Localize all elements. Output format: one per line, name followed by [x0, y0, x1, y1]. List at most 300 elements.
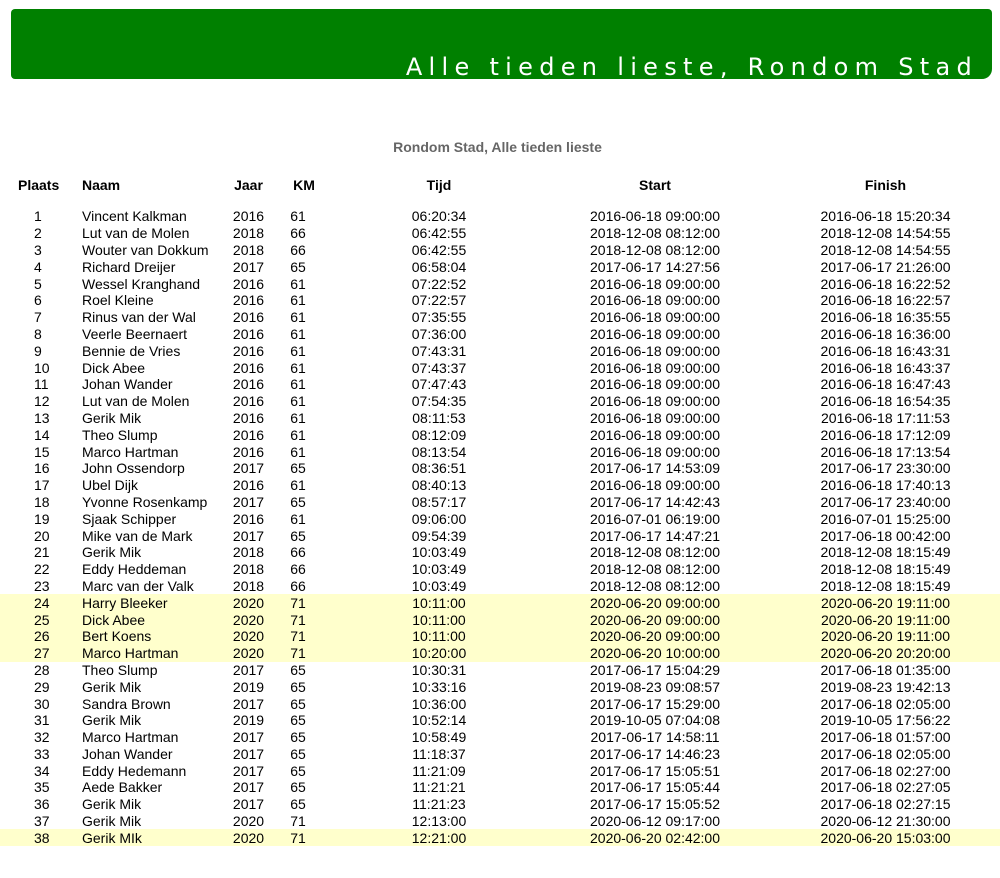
results-table	[0, 175, 1000, 846]
cell-km: 71	[269, 611, 339, 628]
cell-tijd: 10:52:14	[411, 712, 467, 729]
table-row	[0, 544, 1000, 561]
cell-plaats: 35	[34, 779, 50, 796]
cell-km: 61	[290, 409, 306, 426]
cell-km: 61	[290, 443, 306, 460]
cell-plaats: 32	[34, 729, 50, 746]
cell-plaats: 11	[34, 376, 49, 393]
cell-tijd: 10:36:00	[411, 695, 467, 712]
cell-finish: 2016-06-18 16:47:43	[820, 376, 951, 393]
cell-naam: Veerle Beernaert	[82, 325, 188, 342]
header-spacer	[0, 194, 1000, 208]
cell-naam: Sjaak Schipper	[82, 510, 177, 527]
cell-km: 61	[290, 342, 306, 359]
cell-finish: 2019-10-05 17:56:22	[820, 712, 951, 729]
cell-finish: 2020-06-20 19:11:00	[771, 628, 1000, 645]
cell-start: 2017-06-17 15:05:44	[590, 779, 720, 796]
cell-start: 2016-06-18 09:00:00	[590, 292, 720, 309]
cell-naam: Harry Bleeker	[80, 594, 228, 611]
cell-naam: Johan Wander	[82, 745, 173, 762]
cell-start: 2019-08-23 09:08:57	[590, 678, 720, 695]
cell-finish: 2016-06-18 17:11:53	[821, 409, 950, 426]
table-row	[0, 208, 1000, 225]
cell-jaar: 2016	[232, 342, 265, 359]
cell-finish: 2018-12-08 18:15:49	[820, 561, 951, 578]
cell-jaar: 2016	[232, 510, 265, 527]
cell-tijd: 12:13:00	[411, 813, 467, 830]
cell-jaar: 2017	[232, 729, 265, 746]
table-row	[0, 729, 1000, 746]
cell-naam: Bert Koens	[80, 628, 228, 645]
cell-km: 61	[290, 325, 306, 342]
cell-plaats: 9	[34, 342, 42, 359]
cell-jaar: 2020	[228, 628, 269, 645]
cell-finish: 2017-06-18 01:35:00	[820, 661, 951, 678]
table-row	[0, 813, 1000, 830]
cell-finish: 2017-06-18 02:27:05	[820, 779, 951, 796]
cell-start: 2017-06-17 14:27:56	[590, 258, 720, 275]
cell-tijd: 07:54:35	[411, 393, 467, 410]
cell-tijd: 10:11:00	[339, 594, 539, 611]
cell-jaar: 2017	[232, 695, 265, 712]
cell-finish: 2020-06-20 19:11:00	[771, 594, 1000, 611]
header-banner	[11, 9, 992, 79]
cell-naam: Gerik Mik	[82, 796, 142, 813]
cell-km: 66	[290, 577, 306, 594]
cell-km: 65	[290, 762, 306, 779]
table-header-row	[0, 175, 1000, 194]
cell-jaar: 2016	[232, 409, 265, 426]
cell-jaar: 2017	[232, 762, 265, 779]
cell-tijd: 06:20:34	[411, 208, 467, 225]
cell-naam: Gerik Mik	[82, 544, 142, 561]
cell-plaats: 4	[34, 258, 42, 275]
table-row	[0, 376, 1000, 393]
cell-km: 65	[290, 678, 306, 695]
table-row	[0, 712, 1000, 729]
cell-tijd: 08:11:53	[412, 409, 466, 426]
cell-jaar: 2017	[232, 745, 265, 762]
cell-plaats: 13	[34, 409, 50, 426]
cell-finish: 2016-06-18 17:12:09	[820, 426, 951, 443]
cell-tijd: 10:11:00	[339, 611, 539, 628]
cell-naam: Gerik Mik	[82, 712, 142, 729]
cell-km: 66	[290, 225, 306, 242]
cell-tijd: 07:36:00	[411, 325, 467, 342]
table-row	[0, 309, 1000, 326]
cell-plaats: 17	[34, 477, 50, 494]
table-row	[0, 326, 1000, 343]
cell-plaats: 12	[34, 393, 50, 410]
table-row	[0, 678, 1000, 695]
cell-plaats: 25	[0, 611, 80, 628]
cell-km: 61	[290, 292, 306, 309]
cell-finish: 2016-06-18 17:40:13	[820, 477, 951, 494]
cell-start: 2016-06-18 09:00:00	[590, 443, 720, 460]
cell-start: 2020-06-20 10:00:00	[539, 645, 771, 662]
cell-start: 2016-06-18 09:00:00	[590, 393, 720, 410]
cell-plaats: 24	[0, 594, 80, 611]
cell-tijd: 07:22:57	[411, 292, 467, 309]
cell-plaats: 2	[34, 225, 42, 242]
cell-start: 2016-06-18 09:00:00	[590, 409, 720, 426]
cell-km: 61	[290, 426, 306, 443]
cell-plaats: 23	[34, 577, 50, 594]
table-row	[0, 342, 1000, 359]
cell-tijd: 09:54:39	[411, 527, 467, 544]
cell-finish: 2016-06-18 15:20:34	[820, 208, 951, 225]
table-row	[0, 796, 1000, 813]
cell-start: 2017-06-17 14:42:43	[590, 493, 720, 510]
cell-jaar: 2016	[232, 292, 265, 309]
cell-tijd: 10:11:00	[339, 628, 539, 645]
cell-finish: 2017-06-18 02:05:00	[820, 695, 951, 712]
table-row	[0, 292, 1000, 309]
cell-km: 61	[290, 376, 306, 393]
table-row	[0, 746, 1000, 763]
cell-finish: 2017-06-18 02:27:00	[820, 762, 951, 779]
table-row	[0, 578, 1000, 595]
cell-finish: 2016-06-18 16:43:31	[820, 342, 951, 359]
cell-naam: Lut van de Molen	[82, 393, 190, 410]
cell-tijd: 11:21:21	[412, 779, 466, 796]
cell-tijd: 10:03:49	[411, 544, 467, 561]
cell-start: 2017-06-17 15:04:29	[590, 661, 720, 678]
cell-plaats: 30	[34, 695, 50, 712]
cell-start: 2019-10-05 07:04:08	[590, 712, 720, 729]
cell-tijd: 07:47:43	[411, 376, 467, 393]
cell-naam: Rinus van der Wal	[82, 309, 196, 326]
cell-jaar: 2017	[232, 779, 265, 796]
cell-plaats: 19	[34, 510, 50, 527]
cell-naam: Wessel Kranghand	[82, 275, 201, 292]
column-header-tijd: Tijd	[426, 176, 452, 193]
table-row	[0, 410, 1000, 427]
cell-tijd: 11:21:09	[412, 762, 466, 779]
cell-finish: 2020-06-20 19:11:00	[771, 611, 1000, 628]
cell-tijd: 08:13:54	[411, 443, 467, 460]
cell-plaats: 15	[34, 443, 50, 460]
cell-finish: 2019-08-23 19:42:13	[820, 678, 951, 695]
cell-jaar: 2020	[228, 829, 269, 846]
cell-km: 71	[269, 594, 339, 611]
cell-finish: 2020-06-12 21:30:00	[820, 813, 951, 830]
table-row	[0, 611, 1000, 628]
cell-start: 2017-06-17 14:58:11	[590, 729, 720, 746]
cell-finish: 2016-06-18 16:54:35	[820, 393, 951, 410]
cell-jaar: 2016	[232, 359, 265, 376]
cell-start: 2020-06-20 02:42:00	[539, 829, 771, 846]
cell-naam: Eddy Heddeman	[82, 561, 187, 578]
cell-jaar: 2017	[232, 258, 265, 275]
cell-start: 2018-12-08 08:12:00	[590, 577, 720, 594]
cell-km: 65	[290, 779, 306, 796]
cell-finish: 2017-06-17 23:40:00	[820, 493, 951, 510]
cell-jaar: 2018	[232, 561, 265, 578]
cell-naam: Gerik Mik	[82, 813, 142, 830]
cell-finish: 2016-07-01 15:25:00	[820, 510, 951, 527]
cell-km: 66	[290, 544, 306, 561]
cell-tijd: 09:06:00	[411, 510, 467, 527]
cell-start: 2016-06-18 09:00:00	[590, 477, 720, 494]
table-row	[0, 594, 1000, 611]
cell-naam: Ubel Dijk	[82, 477, 139, 494]
table-row	[0, 695, 1000, 712]
cell-km: 65	[290, 527, 306, 544]
cell-jaar: 2016	[232, 208, 265, 225]
cell-plaats: 38	[0, 829, 80, 846]
cell-jaar: 2016	[232, 477, 265, 494]
cell-tijd: 07:43:31	[411, 342, 467, 359]
cell-plaats: 16	[34, 460, 50, 477]
cell-start: 2016-06-18 09:00:00	[590, 325, 720, 342]
cell-start: 2016-06-18 09:00:00	[590, 275, 720, 292]
table-row	[0, 561, 1000, 578]
cell-jaar: 2019	[232, 678, 265, 695]
cell-naam: Yvonne Rosenkamp	[82, 493, 208, 510]
cell-jaar: 2017	[232, 460, 265, 477]
table-row	[0, 225, 1000, 242]
cell-finish: 2020-06-20 15:03:00	[771, 829, 1000, 846]
column-header-finish: Finish	[864, 176, 907, 193]
cell-jaar: 2018	[232, 577, 265, 594]
cell-naam: Dick Abee	[80, 611, 228, 628]
results-table-container	[0, 175, 1000, 846]
cell-km: 61	[290, 393, 306, 410]
cell-start: 2018-12-08 08:12:00	[590, 241, 720, 258]
table-row	[0, 393, 1000, 410]
table-row	[0, 628, 1000, 645]
cell-naam: Marco Hartman	[80, 645, 228, 662]
cell-naam: Dick Abee	[82, 359, 146, 376]
cell-tijd: 10:03:49	[411, 577, 467, 594]
cell-start: 2017-06-17 14:53:09	[590, 460, 720, 477]
cell-jaar: 2016	[232, 309, 265, 326]
cell-plaats: 33	[34, 745, 50, 762]
cell-km: 65	[290, 712, 306, 729]
cell-jaar: 2020	[228, 645, 269, 662]
table-row	[0, 662, 1000, 679]
cell-finish: 2018-12-08 18:15:49	[820, 544, 951, 561]
cell-plaats: 6	[34, 292, 42, 309]
table-row	[0, 443, 1000, 460]
cell-plaats: 37	[34, 813, 50, 830]
cell-km: 66	[290, 241, 306, 258]
cell-km: 65	[290, 493, 306, 510]
table-row	[0, 275, 1000, 292]
cell-jaar: 2018	[232, 241, 265, 258]
cell-plaats: 27	[0, 645, 80, 662]
cell-start: 2016-06-18 09:00:00	[590, 376, 720, 393]
cell-km: 65	[290, 460, 306, 477]
cell-start: 2016-06-18 09:00:00	[590, 342, 720, 359]
cell-finish: 2018-12-08 14:54:55	[820, 241, 951, 258]
cell-plaats: 7	[34, 309, 42, 326]
cell-km: 65	[290, 661, 306, 678]
cell-naam: Aede Bakker	[82, 779, 163, 796]
cell-naam: Theo Slump	[82, 661, 158, 678]
table-row	[0, 510, 1000, 527]
table-row	[0, 477, 1000, 494]
cell-jaar: 2020	[228, 594, 269, 611]
cell-plaats: 26	[0, 628, 80, 645]
cell-jaar: 2017	[232, 661, 265, 678]
cell-start: 2016-06-18 09:00:00	[590, 359, 720, 376]
cell-plaats: 36	[34, 796, 50, 813]
table-row	[0, 527, 1000, 544]
cell-plaats: 21	[34, 544, 50, 561]
cell-km: 61	[290, 477, 306, 494]
cell-naam: John Ossendorp	[82, 460, 185, 477]
cell-jaar: 2018	[232, 544, 265, 561]
cell-finish: 2017-06-17 21:26:00	[820, 258, 951, 275]
table-row	[0, 426, 1000, 443]
cell-plaats: 20	[34, 527, 50, 544]
cell-km: 61	[290, 309, 306, 326]
table-caption: Rondom Stad, Alle tieden lieste	[393, 139, 602, 155]
cell-tijd: 10:20:00	[339, 645, 539, 662]
cell-tijd: 10:30:31	[411, 661, 467, 678]
cell-finish: 2018-12-08 14:54:55	[820, 225, 951, 242]
cell-start: 2016-06-18 09:00:00	[590, 208, 720, 225]
cell-km: 71	[269, 628, 339, 645]
cell-jaar: 2017	[232, 796, 265, 813]
cell-finish: 2016-06-18 16:22:57	[820, 292, 951, 309]
cell-tijd: 08:12:09	[411, 426, 467, 443]
cell-tijd: 10:58:49	[411, 729, 467, 746]
cell-plaats: 18	[34, 493, 50, 510]
cell-tijd: 11:21:23	[412, 796, 466, 813]
cell-km: 71	[269, 645, 339, 662]
table-row	[0, 762, 1000, 779]
cell-finish: 2016-06-18 16:22:52	[820, 275, 951, 292]
cell-jaar: 2019	[232, 712, 265, 729]
cell-tijd: 07:35:55	[411, 309, 467, 326]
cell-plaats: 3	[34, 241, 42, 258]
cell-start: 2017-06-17 15:29:00	[590, 695, 720, 712]
cell-finish: 2017-06-18 00:42:00	[820, 527, 951, 544]
cell-tijd: 10:33:16	[411, 678, 467, 695]
cell-naam: Eddy Hedemann	[82, 762, 187, 779]
cell-plaats: 28	[34, 661, 50, 678]
cell-tijd: 06:58:04	[411, 258, 467, 275]
cell-tijd: 08:36:51	[411, 460, 467, 477]
cell-plaats: 31	[34, 712, 50, 729]
cell-plaats: 14	[34, 426, 50, 443]
cell-km: 61	[290, 208, 306, 225]
cell-jaar: 2016	[232, 325, 265, 342]
cell-jaar: 2016	[232, 376, 265, 393]
cell-naam: Gerik MIk	[80, 829, 228, 846]
cell-plaats: 10	[34, 359, 50, 376]
cell-finish: 2016-06-18 17:13:54	[820, 443, 951, 460]
cell-finish: 2020-06-20 20:20:00	[771, 645, 1000, 662]
cell-plaats: 5	[34, 275, 42, 292]
cell-naam: Lut van de Molen	[82, 225, 190, 242]
cell-naam: Sandra Brown	[82, 695, 171, 712]
cell-tijd: 08:40:13	[411, 477, 467, 494]
cell-plaats: 29	[34, 678, 50, 695]
table-row	[0, 645, 1000, 662]
table-row	[0, 779, 1000, 796]
cell-start: 2016-06-18 09:00:00	[590, 426, 720, 443]
cell-km: 66	[290, 561, 306, 578]
cell-finish: 2017-06-18 02:05:00	[820, 745, 951, 762]
table-row	[0, 359, 1000, 376]
cell-km: 71	[290, 813, 306, 830]
cell-km: 61	[290, 275, 306, 292]
table-row	[0, 460, 1000, 477]
cell-naam: Gerik Mik	[82, 678, 142, 695]
cell-start: 2018-12-08 08:12:00	[590, 544, 720, 561]
cell-jaar: 2020	[232, 813, 265, 830]
cell-naam: Vincent Kalkman	[82, 208, 187, 225]
cell-naam: Mike van de Mark	[82, 527, 193, 544]
cell-start: 2018-12-08 08:12:00	[590, 561, 720, 578]
cell-jaar: 2016	[232, 426, 265, 443]
cell-jaar: 2017	[232, 493, 265, 510]
cell-tijd: 06:42:55	[411, 225, 467, 242]
cell-plaats: 34	[34, 762, 50, 779]
cell-tijd: 07:22:52	[411, 275, 467, 292]
cell-tijd: 10:03:49	[411, 561, 467, 578]
cell-start: 2017-06-17 14:47:21	[590, 527, 720, 544]
cell-jaar: 2016	[232, 443, 265, 460]
cell-start: 2016-07-01 06:19:00	[590, 510, 720, 527]
cell-km: 65	[290, 695, 306, 712]
table-row	[0, 494, 1000, 511]
cell-start: 2017-06-17 15:05:51	[590, 762, 720, 779]
table-row	[0, 829, 1000, 846]
cell-start: 2020-06-20 09:00:00	[539, 628, 771, 645]
column-header-naam: Naam	[82, 176, 121, 193]
cell-finish: 2016-06-18 16:36:00	[820, 325, 951, 342]
cell-naam: Richard Dreijer	[82, 258, 176, 275]
page-title: Alle tieden lieste, Rondom Stad	[405, 53, 978, 81]
cell-tijd: 07:43:37	[411, 359, 467, 376]
cell-finish: 2017-06-18 01:57:00	[820, 729, 951, 746]
cell-start: 2020-06-20 09:00:00	[539, 594, 771, 611]
table-row	[0, 258, 1000, 275]
cell-naam: Bennie de Vries	[82, 342, 181, 359]
cell-plaats: 1	[34, 208, 42, 225]
column-header-plaats: Plaats	[18, 176, 60, 193]
cell-tijd: 08:57:17	[411, 493, 467, 510]
cell-km: 65	[290, 729, 306, 746]
cell-jaar: 2020	[228, 611, 269, 628]
cell-naam: Johan Wander	[82, 376, 173, 393]
cell-km: 65	[290, 258, 306, 275]
cell-naam: Roel Kleine	[82, 292, 154, 309]
cell-finish: 2017-06-17 23:30:00	[820, 460, 951, 477]
cell-start: 2020-06-12 09:17:00	[590, 813, 720, 830]
cell-naam: Marco Hartman	[82, 729, 179, 746]
cell-naam: Theo Slump	[82, 426, 158, 443]
cell-finish: 2018-12-08 18:15:49	[820, 577, 951, 594]
cell-start: 2016-06-18 09:00:00	[590, 309, 720, 326]
column-header-jaar: Jaar	[234, 176, 263, 193]
cell-plaats: 22	[34, 561, 50, 578]
cell-naam: Marco Hartman	[82, 443, 179, 460]
cell-km: 61	[290, 359, 306, 376]
cell-start: 2017-06-17 14:46:23	[590, 745, 720, 762]
cell-jaar: 2018	[232, 225, 265, 242]
column-header-start: Start	[639, 176, 671, 193]
cell-tijd: 12:21:00	[339, 829, 539, 846]
cell-start: 2020-06-20 09:00:00	[539, 611, 771, 628]
cell-jaar: 2016	[232, 393, 265, 410]
cell-naam: Marc van der Valk	[82, 577, 194, 594]
